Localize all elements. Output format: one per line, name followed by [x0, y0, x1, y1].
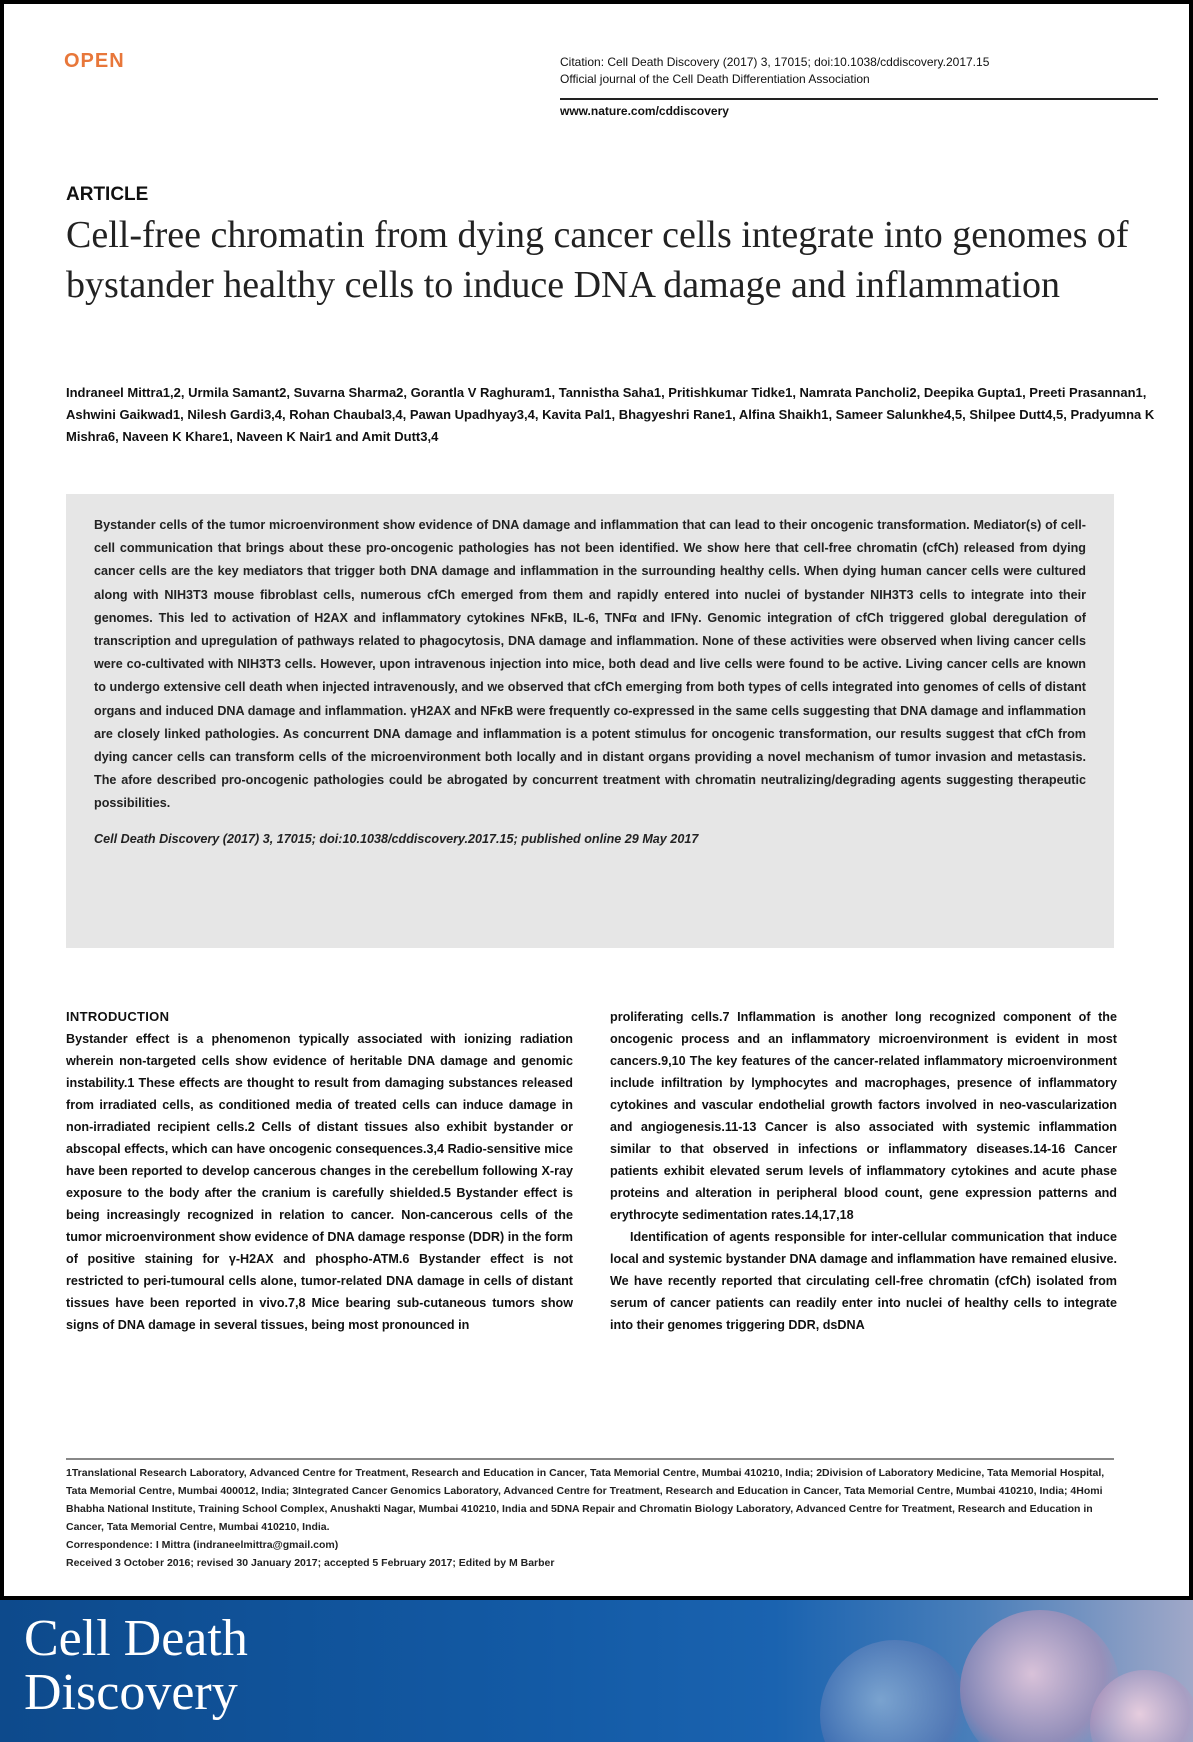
header-citation [560, 54, 1160, 88]
body-column-right [610, 1006, 1117, 1426]
abstract-text: Bystander cells of the tumor microenvironment show evidence of DNA damage and inflammation that can lead to their oncogenic transformation. Mediator(s) of cell-cell communication that brings about these pro-oncogenic pathologies has not been identified. We show here that cell-free chromatin (cfCh) released from dying cancer cells are the key mediators that trigger both DNA damage and inflammation in the surrounding healthy cells. When dying human cancer cells were cultured along with NIH3T3 mouse fibroblast cells, numerous cfCh emerged from them and rapidly entered into nuclei of bystander NIH3T3 cells to integrate into their genomes. This led to activation of H2AX and inflammatory cytokines NFκB, IL-6, TNFα and IFNγ. Genomic integration of cfCh triggered global deregulation of transcription and upregulation of pathways related to phagocytosis, DNA damage and inflammation. None of these activities were observed when living cancer cells were co-cultivated with NIH3T3 cells. However, upon intravenous injection into mice, both dead and live cells were found to be active. Living cancer cells are known to undergo extensive cell death when injected intravenously, and we observed that cfCh emerging from both types of cells integrated into genomes of cells of distant organs and induced DNA damage and inflammation. γH2AX and NFκB were frequently co-expressed in the same cells suggesting that DNA damage and inflammation are closely linked pathologies. As concurrent DNA damage and inflammation is a potent stimulus for oncogenic transformation, our results suggest that cfCh from dying cancer cells can transform cells of the microenvironment both locally and in distant organs providing a novel mechanism of tumor invasion and metastasis. The afore described pro-oncogenic pathologies could be abrogated by concurrent treatment with chromatin neutralizing/degrading agents suggesting therapeutic possibilities. [94, 518, 1086, 811]
citation-line: Citation: Cell Death Discovery (2017) 3, 17015; doi:10.1038/cddiscovery.2017.15 [560, 55, 990, 69]
journal-logo [24, 1612, 248, 1720]
article-title: Cell-free chromatin from dying cancer cells integrate into genomes of bystander healthy cells to induce DNA damage and inflammation [66, 214, 1129, 306]
article-page [4, 4, 1189, 1596]
received-dates: Received 3 October 2016; revised 30 January 2017; accepted 5 February 2017; Edited by M Barber [66, 1557, 555, 1569]
abstract-box [66, 494, 1114, 948]
affiliations: 1Translational Research Laboratory, Advanced Centre for Treatment, Research and Education in Cancer, Tata Memorial Centre, Mumbai 410210, India; 2Division of Laboratory Medicine, Tata Memorial Hospital, Tata Memorial Centre, Mumbai 400012, India; 3Integrated Cancer Genomics Laboratory, Advanced Centre for Treatment, Research and Education in Cancer, Tata Memorial Centre, Mumbai 410210, India; 4Homi Bhabha National Institute, Training School Complex, Anushakti Nagar, Mumbai 410210, India and 5DNA Repair and Chromatin Biology Laboratory, Advanced Centre for Treatment, Research and Education in Cancer, Tata Memorial Centre, Mumbai 410210, India. [66, 1467, 1105, 1533]
body-paragraph: Identification of agents responsible for inter-cellular communication that induce local and systemic bystander DNA damage and inflammation have remained elusive. We have recently reported that circulating cell-free chromatin (cfCh) isolated from serum of cancer patients can readily enter into nuclei of healthy cells to integrate into their genomes triggering DDR, dsDNA [610, 1230, 1117, 1332]
footnote-block [66, 1464, 1114, 1572]
correspondence: Correspondence: I Mittra (indraneelmittra@gmail.com) [66, 1539, 339, 1551]
logo-line: Cell Death [24, 1610, 248, 1667]
journal-line: Official journal of the Cell Death Differentiation Association [560, 72, 870, 86]
body-paragraph: Bystander effect is a phenomenon typically associated with ionizing radiation wherein non-targeted cells show evidence of heritable DNA damage and genomic instability.1 These effects are thought to result from damaging substances released from irradiated cells, as conditioned media of treated cells can induce damage in non-irradiated recipient cells.2 Cells of distant tissues also exhibit bystander or abscopal effects, which can have oncogenic consequences.3,4 Radio-sensitive mice have been reported to develop cancerous changes in the cerebellum following X-ray exposure to the body after the cranium is carefully shielded.5 Bystander effect is being increasingly recognized in relation to cancer. Non-cancerous cells of the tumor microenvironment show evidence of DNA damage response (DDR) in the form of positive staining for γ-H2AX and phospho-ATM.6 Bystander effect is not restricted to peri-tumoural cells alone, tumor-related DNA damage in cells of distant tissues have been reported in vivo.7,8 Mice bearing sub-cutaneous tumors show signs of DNA damage in several tissues, being most pronounced in [66, 1032, 573, 1332]
cell-illustration-icon [820, 1640, 970, 1742]
article-type-label: ARTICLE [66, 184, 149, 205]
section-heading-introduction: INTRODUCTION [66, 1009, 170, 1024]
logo-line: Discovery [24, 1664, 238, 1721]
footnote-divider [66, 1458, 1114, 1460]
header-divider [560, 98, 1158, 100]
journal-banner [0, 1600, 1193, 1742]
journal-url[interactable]: www.nature.com/cddiscovery [560, 104, 729, 118]
open-access-label: OPEN [64, 50, 125, 72]
author-list: Indraneel Mittra1,2, Urmila Samant2, Suvarna Sharma2, Gorantla V Raghuram1, Tannistha Saha1, Pritishkumar Tidke1, Namrata Pancholi2, Deepika Gupta1, Preeti Prasannan1, Ashwini Gaikwad1, Nilesh Gardi3,4, Rohan Chaubal3,4, Pawan Upadhyay3,4, Kavita Pal1, Bhagyeshri Rane1, Alfina Shaikh1, Sameer Salunkhe4,5, Shilpee Dutt4,5, Pradyumna K Mishra6, Naveen K Khare1, Naveen K Nair1 and Amit Dutt3,4 [66, 385, 1155, 444]
body-column-left [66, 1006, 573, 1426]
abstract-citation: Cell Death Discovery (2017) 3, 17015; doi:10.1038/cddiscovery.2017.15; published online 29 May 2017 [94, 831, 699, 846]
body-paragraph: proliferating cells.7 Inflammation is another long recognized component of the oncogenic process and an inflammatory microenvironment is evident in most cancers.9,10 The key features of the cancer-related inflammatory microenvironment include infiltration by lymphocytes and macrophages, presence of inflammatory cytokines and vascular endothelial growth factors involved in neo-vascularization and angiogenesis.11-13 Cancer is also associated with systemic inflammation similar to that observed in infections or inflammatory diseases.14-16 Cancer patients exhibit elevated serum levels of inflammatory cytokines and acute phase proteins and alteration in peripheral blood count, gene expression patterns and erythrocyte sedimentation rates.14,17,18 [610, 1010, 1117, 1222]
